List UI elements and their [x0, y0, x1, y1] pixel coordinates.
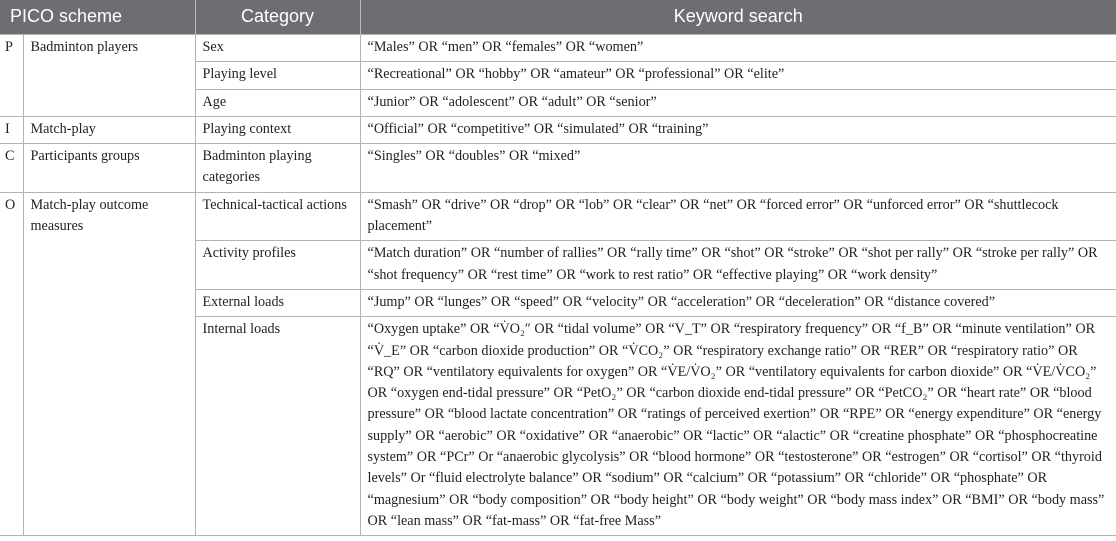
header-keyword-search: Keyword search — [360, 0, 1116, 35]
category-cell: Internal loads — [195, 317, 360, 536]
category-cell: External loads — [195, 289, 360, 316]
category-cell: Technical-tactical actions — [195, 192, 360, 241]
table-row — [0, 35, 1116, 62]
pico-letter: P — [0, 35, 23, 117]
category-cell: Sex — [195, 35, 360, 62]
table-row — [0, 144, 1116, 193]
category-cell: Age — [195, 89, 360, 116]
pico-label: Match-play — [23, 116, 195, 143]
category-cell: Activity profiles — [195, 241, 360, 290]
table-row — [0, 116, 1116, 143]
keywords-cell: “Recreational” OR “hobby” OR “amateur” OR “professional” OR “elite” — [360, 62, 1116, 89]
header-pico-scheme: PICO scheme — [0, 0, 195, 35]
keywords-cell: “Oxygen uptake” OR “V̇O₂″ OR “tidal volume” OR “V_T” OR “respiratory frequency” OR “f_B” OR “minute ventilation” OR “V̇_E” OR “carbon dioxide production” OR “V̇CO₂” OR “respiratory exchange ratio” OR “RER” OR “respiratory ratio” OR “RQ” OR “ventilatory equivalents for oxygen” OR “V̇E/V̇O₂” OR “ventilatory equivalents for carbon dioxide” OR “V̇E/V̇CO₂” OR “oxygen end-tidal pressure” OR “PetO₂” OR “carbon dioxide end-tidal pressure” OR “PetCO₂” OR “heart rate” OR “blood pressure” OR “blood lactate concentration” OR “ratings of perceived exertion” OR “RPE” OR “energy expenditure” OR “energy supply” OR “aerobic” OR “oxidative” OR “anaerobic” OR “lactic” OR “alactic” OR “creatine phosphate” OR “phosphocreatine system” OR “PCr” Or “anaerobic glycolysis” OR “blood hormone” OR “testosterone” OR “estrogen” OR “cortisol” OR “thyroid levels” Or “fluid electrolyte balance” OR “sodium” OR “calcium” OR “potassium” OR “chloride” OR “phosphate” OR “magnesium” OR “body composition” OR “body height” OR “body weight” OR “body mass index” OR “BMI” OR “body mass” OR “lean mass” OR “fat-mass” OR “fat-free Mass” — [360, 317, 1116, 536]
category-cell: Playing context — [195, 116, 360, 143]
pico-label: Participants groups — [23, 144, 195, 193]
header-category: Category — [195, 0, 360, 35]
keywords-cell: “Smash” OR “drive” OR “drop” OR “lob” OR “clear” OR “net” OR “forced error” OR “unforced error” OR “shuttlecock placement” — [360, 192, 1116, 241]
pico-letter: I — [0, 116, 23, 143]
category-cell: Playing level — [195, 62, 360, 89]
keywords-cell: “Males” OR “men” OR “females” OR “women” — [360, 35, 1116, 62]
pico-label: Match-play outcome measures — [23, 192, 195, 535]
keywords-cell: “Jump” OR “lunges” OR “speed” OR “velocity” OR “acceleration” OR “deceleration” OR “distance covered” — [360, 289, 1116, 316]
pico-label: Badminton players — [23, 35, 195, 117]
pico-letter: C — [0, 144, 23, 193]
keywords-cell: “Junior” OR “adolescent” OR “adult” OR “senior” — [360, 89, 1116, 116]
keywords-cell: “Official” OR “competitive” OR “simulated” OR “training” — [360, 116, 1116, 143]
pico-letter: O — [0, 192, 23, 535]
keywords-cell: “Singles” OR “doubles” OR “mixed” — [360, 144, 1116, 193]
table-row — [0, 192, 1116, 241]
keywords-cell: “Match duration” OR “number of rallies” OR “rally time” OR “shot” OR “stroke” OR “shot per rally” OR “stroke per rally” OR “shot frequency” OR “rest time” OR “work to rest ratio” OR “effective playing” OR “work density” — [360, 241, 1116, 290]
header-row — [0, 0, 1116, 35]
category-cell: Badminton playing categories — [195, 144, 360, 193]
